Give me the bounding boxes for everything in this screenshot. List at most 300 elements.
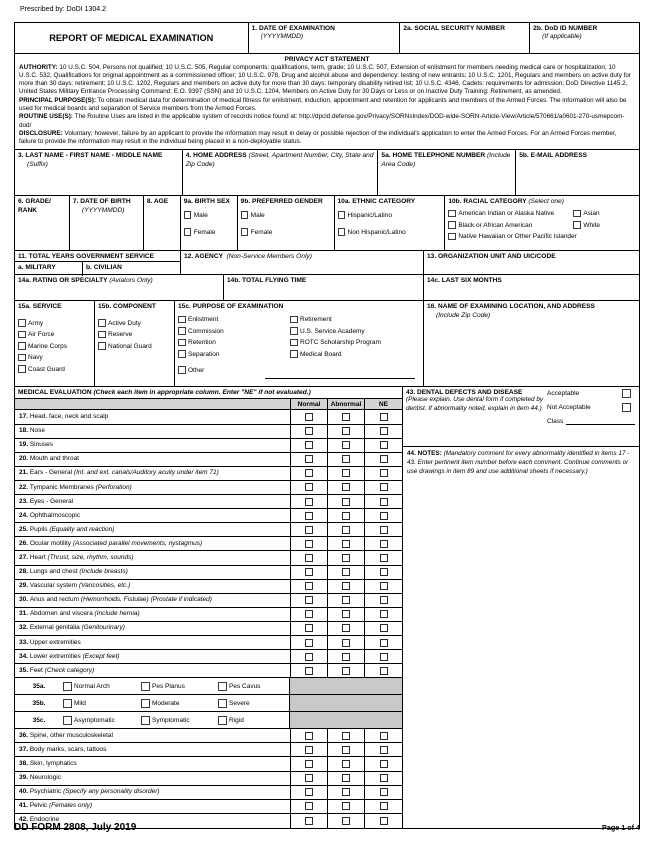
checkbox-square-icon[interactable] xyxy=(98,319,106,327)
dental-class-write-in-line[interactable] xyxy=(566,417,635,425)
checkbox-cell-normal[interactable] xyxy=(291,523,328,536)
checkbox-feet-option[interactable] xyxy=(63,699,141,708)
checkbox-ethnic-hispanic[interactable] xyxy=(338,211,442,220)
field-dental-class[interactable] xyxy=(547,417,635,425)
checkbox-cell-abnormal[interactable] xyxy=(328,664,365,677)
checkbox-cell-abnormal[interactable] xyxy=(328,786,365,799)
field-notes[interactable] xyxy=(403,447,639,479)
checkbox-square-icon[interactable] xyxy=(380,413,388,421)
checkbox-square-icon[interactable] xyxy=(338,211,346,219)
checkbox-square-icon[interactable] xyxy=(141,682,150,691)
checkbox-cell-abnormal[interactable] xyxy=(328,509,365,522)
checkbox-cell-normal[interactable] xyxy=(291,566,328,579)
checkbox-square-icon[interactable] xyxy=(305,746,313,754)
checkbox-square-icon[interactable] xyxy=(342,526,350,534)
checkbox-cell-ne[interactable] xyxy=(365,509,402,522)
medical-item-label xyxy=(15,439,291,452)
checkbox-square-icon[interactable] xyxy=(178,339,186,347)
checkbox-cell-abnormal[interactable] xyxy=(328,636,365,649)
checkbox-square-icon[interactable] xyxy=(380,802,388,810)
checkbox-square-icon[interactable] xyxy=(305,610,313,618)
checkbox-race-native-hawaiian[interactable] xyxy=(448,232,636,241)
checkbox-ethnic-non-hispanic[interactable] xyxy=(338,228,442,237)
checkbox-feet-option[interactable] xyxy=(141,682,218,691)
checkbox-square-icon[interactable] xyxy=(380,512,388,520)
checkbox-square-icon[interactable] xyxy=(342,413,350,421)
checkbox-cell-abnormal[interactable] xyxy=(328,566,365,579)
checkbox-purpose-other[interactable] xyxy=(178,366,420,375)
checkbox-cell-ne[interactable] xyxy=(365,537,402,550)
checkbox-feet-option[interactable] xyxy=(218,699,250,708)
field-preferred-gender xyxy=(238,196,335,250)
checkbox-cell-normal[interactable] xyxy=(291,786,328,799)
checkbox-square-icon[interactable] xyxy=(573,210,581,218)
checkbox-square-icon[interactable] xyxy=(380,427,388,435)
checkbox-preferred-gender-male[interactable] xyxy=(241,211,331,220)
table-row xyxy=(15,523,402,537)
field-num-16: 16. xyxy=(427,302,437,310)
checkbox-cell-ne[interactable] xyxy=(365,757,402,770)
checkbox-service-navy[interactable] xyxy=(18,353,91,362)
checkbox-square-icon[interactable] xyxy=(305,667,313,675)
checkbox-purpose-retention[interactable] xyxy=(178,338,290,347)
feet-subrow-number: 35c. xyxy=(32,716,46,724)
checkbox-square-icon[interactable] xyxy=(290,327,298,335)
checkbox-square-icon[interactable] xyxy=(63,682,72,691)
checkbox-cell-ne[interactable] xyxy=(365,410,402,423)
field-num-5a: 5a. xyxy=(381,151,391,159)
field-label-10b: RACIAL CATEGORY xyxy=(463,197,527,205)
checkbox-cell-ne[interactable] xyxy=(365,664,402,677)
checkbox-cell-ne[interactable] xyxy=(365,622,402,635)
checkbox-component-national-guard[interactable] xyxy=(98,342,171,351)
medical-item-label xyxy=(15,509,291,522)
checkbox-cell-normal[interactable] xyxy=(291,495,328,508)
purpose-other-write-in-line[interactable] xyxy=(265,378,415,379)
medical-item-label xyxy=(15,772,291,785)
checkbox-square-icon[interactable] xyxy=(380,746,388,754)
checkbox-birth-sex-female[interactable] xyxy=(184,228,234,237)
checkbox-square-icon[interactable] xyxy=(178,327,186,335)
checkbox-square-icon[interactable] xyxy=(305,639,313,647)
field-social-security-number[interactable] xyxy=(400,23,530,53)
checkbox-cell-ne[interactable] xyxy=(365,636,402,649)
checkbox-cell-ne[interactable] xyxy=(365,650,402,663)
checkbox-square-icon[interactable] xyxy=(305,653,313,661)
checkbox-square-icon[interactable] xyxy=(141,716,150,725)
checkbox-cell-abnormal[interactable] xyxy=(328,495,365,508)
checkbox-label: Active Duty xyxy=(108,319,141,327)
checkbox-cell-ne[interactable] xyxy=(365,786,402,799)
checkbox-square-icon[interactable] xyxy=(342,639,350,647)
checkbox-cell-abnormal[interactable] xyxy=(328,537,365,550)
checkbox-square-icon[interactable] xyxy=(305,455,313,463)
field-label-43: DENTAL DEFECTS AND DISEASE xyxy=(417,389,523,397)
checkbox-square-icon[interactable] xyxy=(448,221,456,229)
checkbox-square-icon[interactable] xyxy=(305,624,313,632)
checkbox-square-icon[interactable] xyxy=(380,554,388,562)
checkbox-square-icon[interactable] xyxy=(380,469,388,477)
privacy-principal-text: To obtain medical data for determination of medical fitness for enlistment, induction, appointment and retention for applicants and members of the Armed Forces. The information will also be used for medical boards and separation of Service members from the Armed Forces. xyxy=(19,96,627,112)
checkbox-square-icon[interactable] xyxy=(342,774,350,782)
checkbox-square-icon[interactable] xyxy=(380,732,388,740)
checkbox-dental-not-acceptable[interactable] xyxy=(547,403,635,412)
checkbox-purpose-commission[interactable] xyxy=(178,327,290,336)
checkbox-square-icon[interactable] xyxy=(18,331,26,339)
checkbox-square-icon[interactable] xyxy=(342,610,350,618)
checkbox-square-icon[interactable] xyxy=(380,653,388,661)
checkbox-square-icon[interactable] xyxy=(342,512,350,520)
checkbox-square-icon[interactable] xyxy=(18,354,26,362)
checkbox-purpose-service-academy[interactable] xyxy=(290,327,415,336)
checkbox-cell-abnormal[interactable] xyxy=(328,453,365,466)
checkbox-cell-abnormal[interactable] xyxy=(328,729,365,742)
medical-item-label xyxy=(15,786,291,799)
checkbox-square-icon[interactable] xyxy=(342,667,350,675)
checkbox-race-black[interactable] xyxy=(448,221,573,230)
checkbox-race-american-indian[interactable] xyxy=(448,209,573,218)
checkbox-square-icon[interactable] xyxy=(380,624,388,632)
field-num-14a: 14a. xyxy=(18,276,31,284)
checkbox-square-icon[interactable] xyxy=(241,228,249,236)
medical-item-number: 27. xyxy=(19,554,30,561)
checkbox-square-icon[interactable] xyxy=(342,653,350,661)
checkbox-label: Hispanic/Latino xyxy=(347,211,392,219)
checkbox-square-icon[interactable] xyxy=(342,568,350,576)
field-last-first-middle-name[interactable] xyxy=(15,150,183,195)
checkbox-birth-sex-male[interactable] xyxy=(184,211,234,220)
checkbox-cell-ne[interactable] xyxy=(365,800,402,813)
checkbox-square-icon[interactable] xyxy=(305,788,313,796)
checkbox-purpose-medical-board[interactable] xyxy=(290,350,415,359)
checkbox-cell-abnormal[interactable] xyxy=(328,580,365,593)
checkbox-square-icon[interactable] xyxy=(184,211,192,219)
checkbox-label: Other xyxy=(188,366,205,374)
checkbox-cell-ne[interactable] xyxy=(365,743,402,756)
checkbox-square-icon[interactable] xyxy=(290,350,298,358)
checkbox-square-icon[interactable] xyxy=(305,774,313,782)
checkbox-service-marine-corps[interactable] xyxy=(18,342,91,351)
checkbox-square-icon[interactable] xyxy=(305,802,313,810)
checkbox-square-icon[interactable] xyxy=(305,498,313,506)
checkbox-cell-abnormal[interactable] xyxy=(328,622,365,635)
checkbox-cell-abnormal[interactable] xyxy=(328,551,365,564)
checkbox-square-icon[interactable] xyxy=(380,441,388,449)
field-years-military[interactable]: a. MILITARY xyxy=(15,262,83,276)
checkbox-race-asian[interactable] xyxy=(573,209,635,218)
medical-item-text: Psychiatric xyxy=(29,788,64,796)
field-label-14c: LAST SIX MONTHS xyxy=(441,276,502,284)
medical-item-number: 42. xyxy=(19,816,30,824)
checkbox-cell-normal[interactable] xyxy=(291,594,328,607)
checkbox-square-icon[interactable] xyxy=(448,233,456,241)
checkbox-cell-normal[interactable] xyxy=(291,467,328,480)
medical-item-text: Lungs and chest xyxy=(29,568,80,576)
checkbox-purpose-enlistment[interactable] xyxy=(178,315,290,324)
checkbox-square-icon[interactable] xyxy=(63,716,72,725)
checkbox-square-icon[interactable] xyxy=(342,760,350,768)
checkbox-square-icon[interactable] xyxy=(63,699,72,708)
checkbox-cell-ne[interactable] xyxy=(365,425,402,438)
checkbox-square-icon[interactable] xyxy=(98,331,106,339)
medical-item-number: 32. xyxy=(19,624,30,632)
checkbox-cell-abnormal[interactable] xyxy=(328,439,365,452)
field-total-flying-time[interactable] xyxy=(224,275,424,300)
checkbox-cell-normal[interactable] xyxy=(291,481,328,494)
checkbox-cell-normal[interactable] xyxy=(291,757,328,770)
checkbox-cell-ne[interactable] xyxy=(365,551,402,564)
checkbox-square-icon[interactable] xyxy=(178,316,186,324)
checkbox-square-icon[interactable] xyxy=(380,788,388,796)
checkbox-square-icon[interactable] xyxy=(380,667,388,675)
checkbox-square-icon[interactable] xyxy=(218,682,227,691)
checkbox-label: Reserve xyxy=(108,331,133,339)
checkbox-cell-normal[interactable] xyxy=(291,622,328,635)
checkbox-label: Mild xyxy=(74,699,86,707)
checkbox-square-icon[interactable] xyxy=(305,582,313,590)
checkbox-cell-abnormal[interactable] xyxy=(328,650,365,663)
checkbox-square-icon[interactable] xyxy=(18,365,26,373)
checkbox-square-icon[interactable] xyxy=(305,512,313,520)
checkbox-square-icon[interactable] xyxy=(342,540,350,548)
checkbox-cell-ne[interactable] xyxy=(365,566,402,579)
checkbox-square-icon[interactable] xyxy=(380,774,388,782)
checkbox-cell-ne[interactable] xyxy=(365,495,402,508)
checkbox-square-icon[interactable] xyxy=(342,469,350,477)
checkbox-label: U.S. Service Academy xyxy=(300,327,365,335)
checkbox-feet-option[interactable] xyxy=(63,716,141,725)
checkbox-cell-normal[interactable] xyxy=(291,772,328,785)
medical-item-number: 41. xyxy=(19,802,30,810)
checkbox-square-icon[interactable] xyxy=(305,483,313,491)
field-rating-or-specialty[interactable] xyxy=(15,275,224,300)
checkbox-purpose-separation[interactable] xyxy=(178,350,290,359)
checkbox-cell-normal[interactable] xyxy=(291,537,328,550)
medical-item-number: 40. xyxy=(19,788,30,796)
checkbox-cell-normal[interactable] xyxy=(291,743,328,756)
checkbox-race-white[interactable] xyxy=(573,221,635,230)
checkbox-cell-normal[interactable] xyxy=(291,425,328,438)
checkbox-square-icon[interactable] xyxy=(342,554,350,562)
checkbox-component-active-duty[interactable] xyxy=(98,319,171,328)
checkbox-cell-ne[interactable] xyxy=(365,580,402,593)
checkbox-square-icon[interactable] xyxy=(338,228,346,236)
checkbox-cell-normal[interactable] xyxy=(291,551,328,564)
field-hint-7: (YYYYMMDD) xyxy=(81,206,125,214)
checkbox-preferred-gender-female[interactable] xyxy=(241,228,331,237)
field-date-of-birth[interactable] xyxy=(70,196,144,250)
checkbox-square-icon[interactable] xyxy=(342,746,350,754)
checkbox-purpose-retirement[interactable] xyxy=(290,315,415,324)
checkbox-square-icon[interactable] xyxy=(342,788,350,796)
medical-item-label xyxy=(15,594,291,607)
field-home-telephone[interactable] xyxy=(378,150,516,195)
checkbox-square-icon[interactable] xyxy=(342,582,350,590)
checkbox-cell-normal[interactable] xyxy=(291,439,328,452)
checkbox-square-icon[interactable] xyxy=(305,732,313,740)
field-email-address[interactable] xyxy=(516,150,639,195)
checkbox-square-icon[interactable] xyxy=(380,760,388,768)
medical-item-hint: (Thrust, size, rhythm, sounds) xyxy=(47,554,134,561)
checkbox-cell-ne[interactable] xyxy=(365,481,402,494)
field-age[interactable] xyxy=(144,196,181,250)
medical-item-text: Body marks, scars, tattoos xyxy=(29,745,107,753)
field-label-5b: E-MAIL ADDRESS xyxy=(530,151,587,159)
checkbox-cell-abnormal[interactable] xyxy=(328,608,365,621)
checkbox-label: Normal Arch xyxy=(74,682,110,690)
checkbox-service-coast-guard[interactable] xyxy=(18,365,91,374)
checkbox-square-icon[interactable] xyxy=(342,802,350,810)
service-purpose-row xyxy=(15,301,639,387)
checkbox-feet-option[interactable] xyxy=(218,682,260,691)
field-label-3: LAST NAME - FIRST NAME - MIDDLE NAME xyxy=(25,151,163,159)
privacy-routine xyxy=(19,113,635,130)
checkbox-cell-normal[interactable] xyxy=(291,729,328,742)
checkbox-square-icon[interactable] xyxy=(218,699,227,708)
checkbox-square-icon[interactable] xyxy=(380,455,388,463)
checkbox-square-icon[interactable] xyxy=(98,342,106,350)
checkbox-label: National Guard xyxy=(108,342,152,350)
checkbox-cell-ne[interactable] xyxy=(365,453,402,466)
field-label-2a: SOCIAL SECURITY NUMBER xyxy=(414,24,506,32)
checkbox-square-icon[interactable] xyxy=(305,596,313,604)
checkbox-square-icon[interactable] xyxy=(305,760,313,768)
checkbox-square-icon[interactable] xyxy=(380,639,388,647)
checkbox-square-icon[interactable] xyxy=(305,427,313,435)
checkbox-square-icon[interactable] xyxy=(380,498,388,506)
medical-item-label xyxy=(15,495,291,508)
checkbox-cell-abnormal[interactable] xyxy=(328,481,365,494)
checkbox-cell-normal[interactable] xyxy=(291,664,328,677)
checkbox-square-icon[interactable] xyxy=(18,319,26,327)
checkbox-cell-ne[interactable] xyxy=(365,594,402,607)
field-agency[interactable] xyxy=(181,251,424,274)
checkbox-cell-normal[interactable] xyxy=(291,453,328,466)
checkbox-square-icon[interactable] xyxy=(380,596,388,604)
checkbox-cell-normal[interactable] xyxy=(291,608,328,621)
table-row xyxy=(15,608,402,622)
field-home-address[interactable] xyxy=(183,150,379,195)
checkbox-cell-ne[interactable] xyxy=(365,467,402,480)
checkbox-square-icon[interactable] xyxy=(380,526,388,534)
medical-evaluation-table xyxy=(15,387,403,827)
checkbox-square-icon[interactable] xyxy=(342,441,350,449)
years-header xyxy=(15,251,180,262)
checkbox-square-icon[interactable] xyxy=(380,582,388,590)
checkbox-cell-abnormal[interactable] xyxy=(328,523,365,536)
field-years-civilian[interactable]: b. CIVILIAN xyxy=(86,263,122,271)
checkbox-feet-option[interactable] xyxy=(218,716,244,725)
checkbox-cell-normal[interactable] xyxy=(291,580,328,593)
checkbox-cell-normal[interactable] xyxy=(291,650,328,663)
checkbox-square-icon[interactable] xyxy=(342,427,350,435)
field-last-six-months[interactable] xyxy=(424,275,638,300)
checkbox-cell-normal[interactable] xyxy=(291,800,328,813)
checkbox-square-icon[interactable] xyxy=(305,441,313,449)
checkbox-cell-abnormal[interactable] xyxy=(328,800,365,813)
checkbox-cell-ne[interactable] xyxy=(365,772,402,785)
checkbox-square-icon[interactable] xyxy=(342,483,350,491)
checkbox-service-air-force[interactable] xyxy=(18,330,91,339)
checkbox-square-icon[interactable] xyxy=(342,498,350,506)
checkbox-square-icon[interactable] xyxy=(342,624,350,632)
checkbox-square-icon[interactable] xyxy=(380,568,388,576)
checkbox-square-icon[interactable] xyxy=(290,339,298,347)
field-num-15c: 15c. xyxy=(178,302,191,310)
checkbox-square-icon[interactable] xyxy=(305,469,313,477)
checkbox-cell-normal[interactable] xyxy=(291,636,328,649)
checkbox-service-army[interactable] xyxy=(18,319,91,328)
field-hint-2b: (If applicable) xyxy=(542,33,582,41)
medical-item-text: Neurologic xyxy=(29,774,61,782)
field-num-44: 44. xyxy=(407,450,416,458)
checkbox-square-icon[interactable] xyxy=(380,610,388,618)
checkbox-purpose-rotc[interactable] xyxy=(290,338,415,347)
checkbox-square-icon[interactable] xyxy=(305,554,313,562)
field-date-of-examination[interactable] xyxy=(249,23,401,53)
checkbox-cell-abnormal[interactable] xyxy=(328,594,365,607)
checkbox-square-icon[interactable] xyxy=(573,221,581,229)
checkbox-square-icon[interactable] xyxy=(448,210,456,218)
checkbox-dental-acceptable[interactable] xyxy=(547,389,635,398)
checkbox-cell-ne[interactable] xyxy=(365,608,402,621)
checkbox-cell-abnormal[interactable] xyxy=(328,757,365,770)
field-dod-id-number[interactable] xyxy=(530,23,639,53)
checkbox-square-icon[interactable] xyxy=(18,342,26,350)
field-grade-rank[interactable] xyxy=(15,196,70,250)
checkbox-square-icon[interactable] xyxy=(178,366,186,374)
checkbox-cell-abnormal[interactable] xyxy=(328,425,365,438)
checkbox-cell-abnormal[interactable] xyxy=(328,467,365,480)
checkbox-square-icon[interactable] xyxy=(305,540,313,548)
checkbox-square-icon[interactable] xyxy=(290,316,298,324)
checkbox-square-icon[interactable] xyxy=(178,350,186,358)
checkbox-cell-ne[interactable] xyxy=(365,729,402,742)
medical-evaluation-column-headers xyxy=(15,399,402,410)
checkbox-square-icon[interactable] xyxy=(622,389,631,398)
checkbox-square-icon[interactable] xyxy=(622,403,631,412)
checkbox-square-icon[interactable] xyxy=(342,455,350,463)
checkbox-cell-abnormal[interactable] xyxy=(328,772,365,785)
checkbox-square-icon[interactable] xyxy=(305,526,313,534)
checkbox-feet-option[interactable] xyxy=(63,682,141,691)
checkbox-square-icon[interactable] xyxy=(380,540,388,548)
medical-item-hint: (Associated parallel movements, nystagmus) xyxy=(72,539,203,547)
medical-item-number: 31. xyxy=(19,610,30,618)
checkbox-square-icon[interactable] xyxy=(218,716,227,725)
checkbox-square-icon[interactable] xyxy=(342,596,350,604)
checkbox-cell-ne[interactable] xyxy=(365,439,402,452)
checkbox-square-icon[interactable] xyxy=(184,228,192,236)
checkbox-cell-abnormal[interactable] xyxy=(328,410,365,423)
checkbox-square-icon[interactable] xyxy=(241,211,249,219)
field-examining-location[interactable] xyxy=(424,301,638,386)
privacy-routine-label: ROUTINE USE(S): xyxy=(19,113,73,121)
checkbox-cell-abnormal[interactable] xyxy=(328,743,365,756)
checkbox-cell-normal[interactable] xyxy=(291,410,328,423)
checkbox-square-icon[interactable] xyxy=(380,483,388,491)
checkbox-square-icon[interactable] xyxy=(305,568,313,576)
checkbox-component-reserve[interactable] xyxy=(98,330,171,339)
checkbox-feet-option[interactable] xyxy=(141,716,218,725)
field-organization-unit[interactable] xyxy=(424,251,638,274)
checkbox-square-icon[interactable] xyxy=(305,413,313,421)
checkbox-cell-ne[interactable] xyxy=(365,523,402,536)
checkbox-square-icon[interactable] xyxy=(342,732,350,740)
checkbox-square-icon[interactable] xyxy=(141,699,150,708)
checkbox-feet-option[interactable] xyxy=(141,699,218,708)
checkbox-cell-normal[interactable] xyxy=(291,509,328,522)
